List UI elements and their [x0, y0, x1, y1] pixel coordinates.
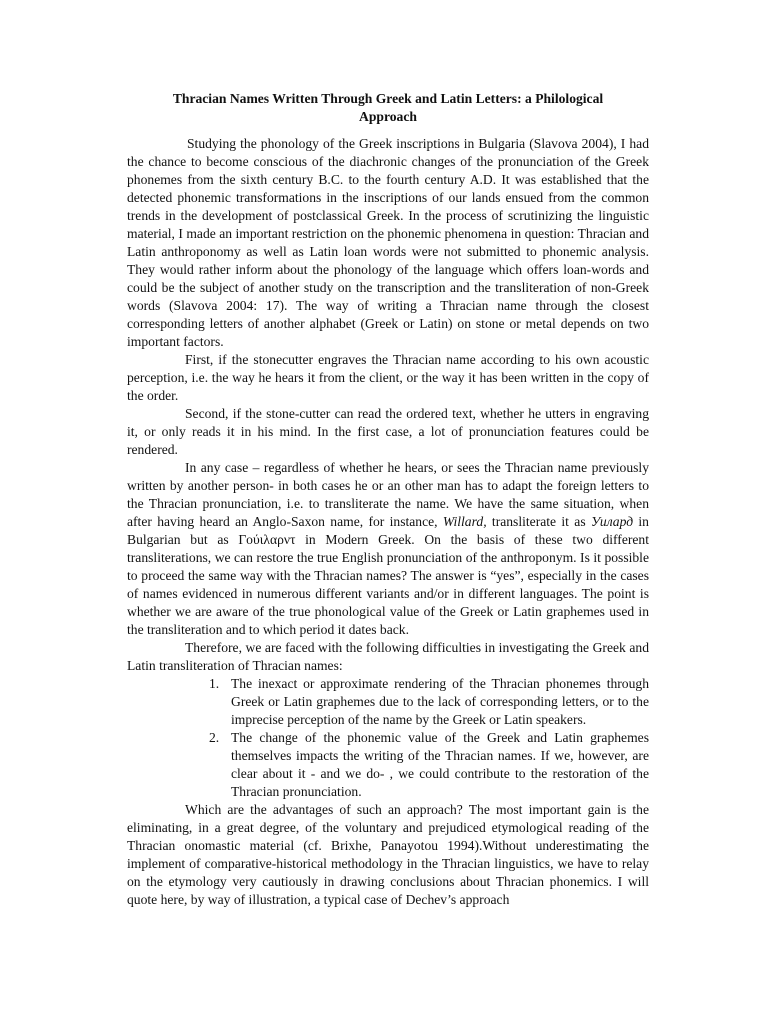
list-item-text: The change of the phonemic value of the Greek and Latin graphemes themselves impacts the writing of the Thracian names. If we, however, are clear about it - and we do- , we could contribute to the restoration of the Thracian pronunciation.: [231, 730, 649, 799]
paragraph-4: [127, 459, 649, 639]
document-page: [127, 90, 649, 909]
paragraph-1: Studying the phonology of the Greek inscriptions in Bulgaria (Slavova 2004), I had the chance to become conscious of the diachronic changes of the pronunciation of the Greek phonemes from the sixth century B.C. to the fourth century A.D. It was established that the detected phonemic transformations in the inscriptions of our lands ensued from the common trends in the development of postclassical Greek. In the process of scrutinizing the linguistic material, I made an important restriction on the phonemic phenomena in question: Thracian and Latin anthroponomy as well as Latin loan words were not submitted to phonemic analysis. They would rather inform about the phonology of the language which offers loan-words and could be the subject of another study on the transcription and the transliteration of non-Greek words (Slavova 2004: 17). The way of writing a Thracian name through the closest corresponding letters of another alphabet (Greek or Latin) on stone or metal depends on two important factors.: [127, 136, 649, 349]
paragraph-6: Which are the advantages of such an approach? The most important gain is the eliminating, in a great degree, of the voluntary and prejudiced etymological reading of the Thracian onomastic material (cf. Brixhe, Panayotou 1994).Without underestimating the implement of comparative-historical methodology in the Thracian linguistics, we have to relay on the etymology very cautiously in drawing conclusions about Thracian phonemics. I will quote here, by way of illustration, a typical case of Dechev’s approach: [127, 802, 649, 907]
list-item-text: The inexact or approximate rendering of the Thracian phonemes through Greek or Latin graphemes due to the lack of corresponding letters, or to the imprecise perception of the name by the Greek or Latin speakers.: [231, 676, 649, 727]
paragraph-4-text-a: In any case – regardless of whether he hears, or sees the Thracian name previously written by another person- in both cases he or an other man has to adapt the foreign letters to the Thracian pronunciation, i.e. to transliterate the name. We have the same situation, when after having heard an Anglo-Saxon name, for instance,: [127, 460, 649, 529]
title-line-2: Approach: [359, 109, 417, 124]
paragraph-4-text-c: in Bulgarian but as Γούιλαρντ in Modern Greek. On the basis of these two different transliterations, we can restore the true English pronunciation of the anthroponym. Is it possible to proceed the same way with the Thracian names? The answer is “yes”, especially in the cases of names evidenced in numerous different variants and/or in different languages. The point is whether we are aware of the true phonological value of the Greek or Latin graphemes used in the transliteration and to which period it dates back.: [127, 514, 649, 637]
paragraph-5: Therefore, we are faced with the following difficulties in investigating the Greek and Latin transliteration of Thracian names:: [127, 640, 649, 673]
example-name-willard: Willard,: [442, 514, 487, 529]
list-item-number: 2.: [209, 730, 220, 745]
paragraph-2: First, if the stonecutter engraves the Thracian name according to his own acoustic perception, i.e. the way he hears it from the client, or the way it has been written in the copy of the order.: [127, 352, 649, 403]
list-item-number: 1.: [209, 676, 220, 691]
list-item: [209, 729, 649, 801]
difficulties-list: [127, 675, 649, 801]
list-item: [209, 675, 649, 729]
example-name-cyrillic: Уилард: [590, 514, 634, 529]
document-title: [127, 90, 649, 126]
paragraph-4-text-b: transliterate it as: [486, 514, 591, 529]
title-line-1: Thracian Names Written Through Greek and Latin Letters: a Philological: [172, 91, 604, 106]
paragraph-3: Second, if the stone-cutter can read the ordered text, whether he utters in engraving it, or only reads it in his mind. In the first case, a lot of pronunciation features could be rendered.: [127, 406, 649, 457]
